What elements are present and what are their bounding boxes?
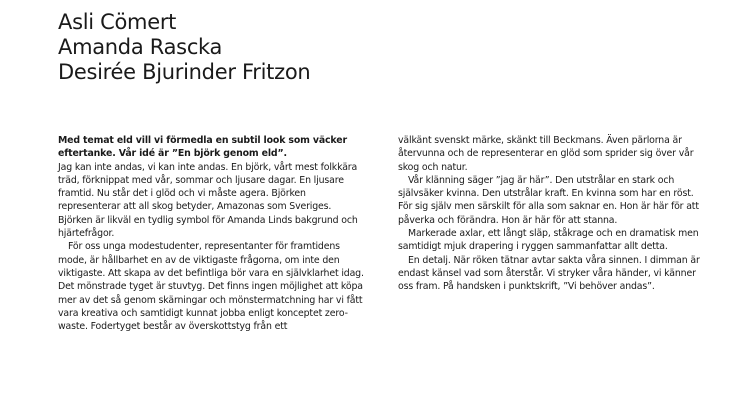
author-name: Desirée Bjurinder Fritzon [58, 60, 311, 84]
body-paragraph: Vår klänning säger ”jag är här”. Den utstrålar en stark och självsäker kvinna. Den utstrålar kraft. En kvinna som har en röst. För sig själv men särskilt för alla som saknar en. Hon är här för att påverka och förändra. Hon är här för att stanna. [398, 174, 699, 226]
author-names [58, 10, 310, 85]
body-paragraph: En detalj. När röken tätnar avtar sakta våra sinnen. I dimman är endast känsel vad som återstår. Vi stryker våra händer, vi känner oss fram. På handsken i punktskrift, ”Vi behöver andas”. [398, 254, 700, 293]
body-paragraph: För oss unga modestudenter, representanter för framtidens mode, är hållbarhet en av de viktigaste frågorna, om inte den viktigaste. Att skapa av det befintliga bör vara en självklarhet idag. Det mönstrade tyget är stuvtyg. Det finns ingen möjlighet att köpa mer av det så genom skärningar och mönstermatchning har vi fått vara kreativa och samtidigt kunnat jobba enligt konceptet zero-waste. Fodertyget består av överskottstyg från ett [58, 241, 364, 333]
author-name: Asli Cömert [58, 10, 177, 34]
body-paragraph: välkänt svenskt märke, skänkt till Beckmans. Även pärlorna är återvunna och de representerar en glöd som sprider sig över vår skog och natur. [398, 135, 694, 173]
text-column-left [58, 134, 366, 333]
body-paragraph: Markerade axlar, ett långt släp, ståkrage och en dramatisk men samtidigt mjuk drapering i ryggen sammanfattar allt detta. [398, 228, 699, 253]
text-column-right [398, 134, 706, 294]
body-paragraph: Jag kan inte andas, vi kan inte andas. En björk, vårt mest folkkära träd, förknippat med vår, sommar och ljusare dagar. En ljusare framtid. Nu står det i glöd och vi måste agera. Björken representerar att all skog betyder, Amazonas som Sveriges. Björken är likväl en tydlig symbol för Amanda Linds bakgrund och hjärtefrågor. [58, 161, 358, 240]
lead-paragraph: Med temat eld vill vi förmedla en subtil look som väcker eftertanke. Vår idé är ”En björk genom eld”. [58, 135, 347, 160]
author-name: Amanda Rascka [58, 35, 223, 59]
